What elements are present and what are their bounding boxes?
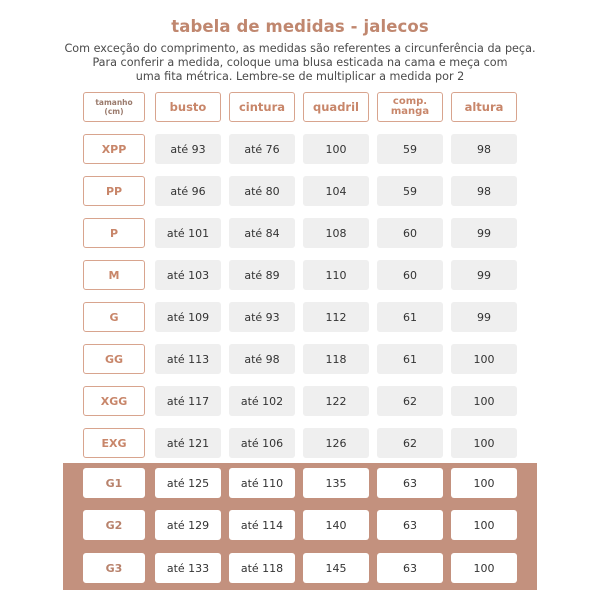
cell-altura: 100 [451, 386, 517, 416]
header-manga-line: comp. [392, 96, 428, 107]
cell-busto: até 101 [155, 218, 221, 248]
cell-altura: 100 [451, 428, 517, 458]
header-quadril: quadril [303, 92, 369, 122]
cell-quadril: 104 [303, 176, 369, 206]
size-label: G2 [83, 510, 145, 540]
cell-altura: 100 [451, 553, 517, 583]
cell-quadril: 145 [303, 553, 369, 583]
cell-cintura: até 80 [229, 176, 295, 206]
cell-altura: 100 [451, 468, 517, 498]
cell-busto: até 117 [155, 386, 221, 416]
cell-manga: 63 [377, 553, 443, 583]
cell-cintura: até 84 [229, 218, 295, 248]
cell-altura: 99 [451, 218, 517, 248]
description-line: Com exceção do comprimento, as medidas são referentes a circunferência da peça. [64, 42, 536, 55]
size-label: G1 [83, 468, 145, 498]
header-cintura: cintura [229, 92, 295, 122]
cell-busto: até 125 [155, 468, 221, 498]
cell-quadril: 140 [303, 510, 369, 540]
cell-manga: 61 [377, 344, 443, 374]
cell-busto: até 113 [155, 344, 221, 374]
cell-cintura: até 110 [229, 468, 295, 498]
description-line: Para conferir a medida, coloque uma blusa esticada na cama e meça com [92, 56, 508, 69]
cell-altura: 98 [451, 134, 517, 164]
cell-busto: até 93 [155, 134, 221, 164]
cell-quadril: 118 [303, 344, 369, 374]
size-label: G3 [83, 553, 145, 583]
cell-cintura: até 118 [229, 553, 295, 583]
cell-manga: 60 [377, 218, 443, 248]
cell-busto: até 109 [155, 302, 221, 332]
size-label: PP [83, 176, 145, 206]
cell-altura: 99 [451, 302, 517, 332]
cell-quadril: 135 [303, 468, 369, 498]
cell-quadril: 100 [303, 134, 369, 164]
size-label: G [83, 302, 145, 332]
cell-cintura: até 114 [229, 510, 295, 540]
cell-quadril: 110 [303, 260, 369, 290]
description [40, 42, 560, 84]
size-label: GG [83, 344, 145, 374]
cell-busto: até 129 [155, 510, 221, 540]
cell-altura: 98 [451, 176, 517, 206]
size-label: XGG [83, 386, 145, 416]
header-busto: busto [155, 92, 221, 122]
header-size [83, 92, 145, 122]
cell-busto: até 103 [155, 260, 221, 290]
cell-busto: até 96 [155, 176, 221, 206]
cell-quadril: 112 [303, 302, 369, 332]
header-manga-line: manga [390, 106, 430, 117]
size-label: XPP [83, 134, 145, 164]
cell-altura: 100 [451, 344, 517, 374]
cell-cintura: até 106 [229, 428, 295, 458]
size-label: M [83, 260, 145, 290]
cell-manga: 62 [377, 428, 443, 458]
cell-cintura: até 98 [229, 344, 295, 374]
cell-busto: até 121 [155, 428, 221, 458]
cell-manga: 61 [377, 302, 443, 332]
cell-manga: 59 [377, 176, 443, 206]
cell-manga: 63 [377, 510, 443, 540]
description-line: uma fita métrica. Lembre-se de multiplicar a medida por 2 [135, 70, 465, 83]
cell-cintura: até 102 [229, 386, 295, 416]
header-altura: altura [451, 92, 517, 122]
cell-manga: 62 [377, 386, 443, 416]
header-size-label: tamanho [95, 98, 133, 107]
header-size-unit: (cm) [104, 107, 124, 116]
cell-manga: 60 [377, 260, 443, 290]
cell-cintura: até 93 [229, 302, 295, 332]
cell-altura: 100 [451, 510, 517, 540]
cell-cintura: até 76 [229, 134, 295, 164]
cell-quadril: 122 [303, 386, 369, 416]
size-label: EXG [83, 428, 145, 458]
page-title: tabela de medidas - jalecos [171, 17, 429, 36]
header-manga [377, 92, 443, 122]
cell-cintura: até 89 [229, 260, 295, 290]
cell-quadril: 108 [303, 218, 369, 248]
size-label: P [83, 218, 145, 248]
cell-busto: até 133 [155, 553, 221, 583]
cell-quadril: 126 [303, 428, 369, 458]
cell-manga: 63 [377, 468, 443, 498]
cell-altura: 99 [451, 260, 517, 290]
cell-manga: 59 [377, 134, 443, 164]
